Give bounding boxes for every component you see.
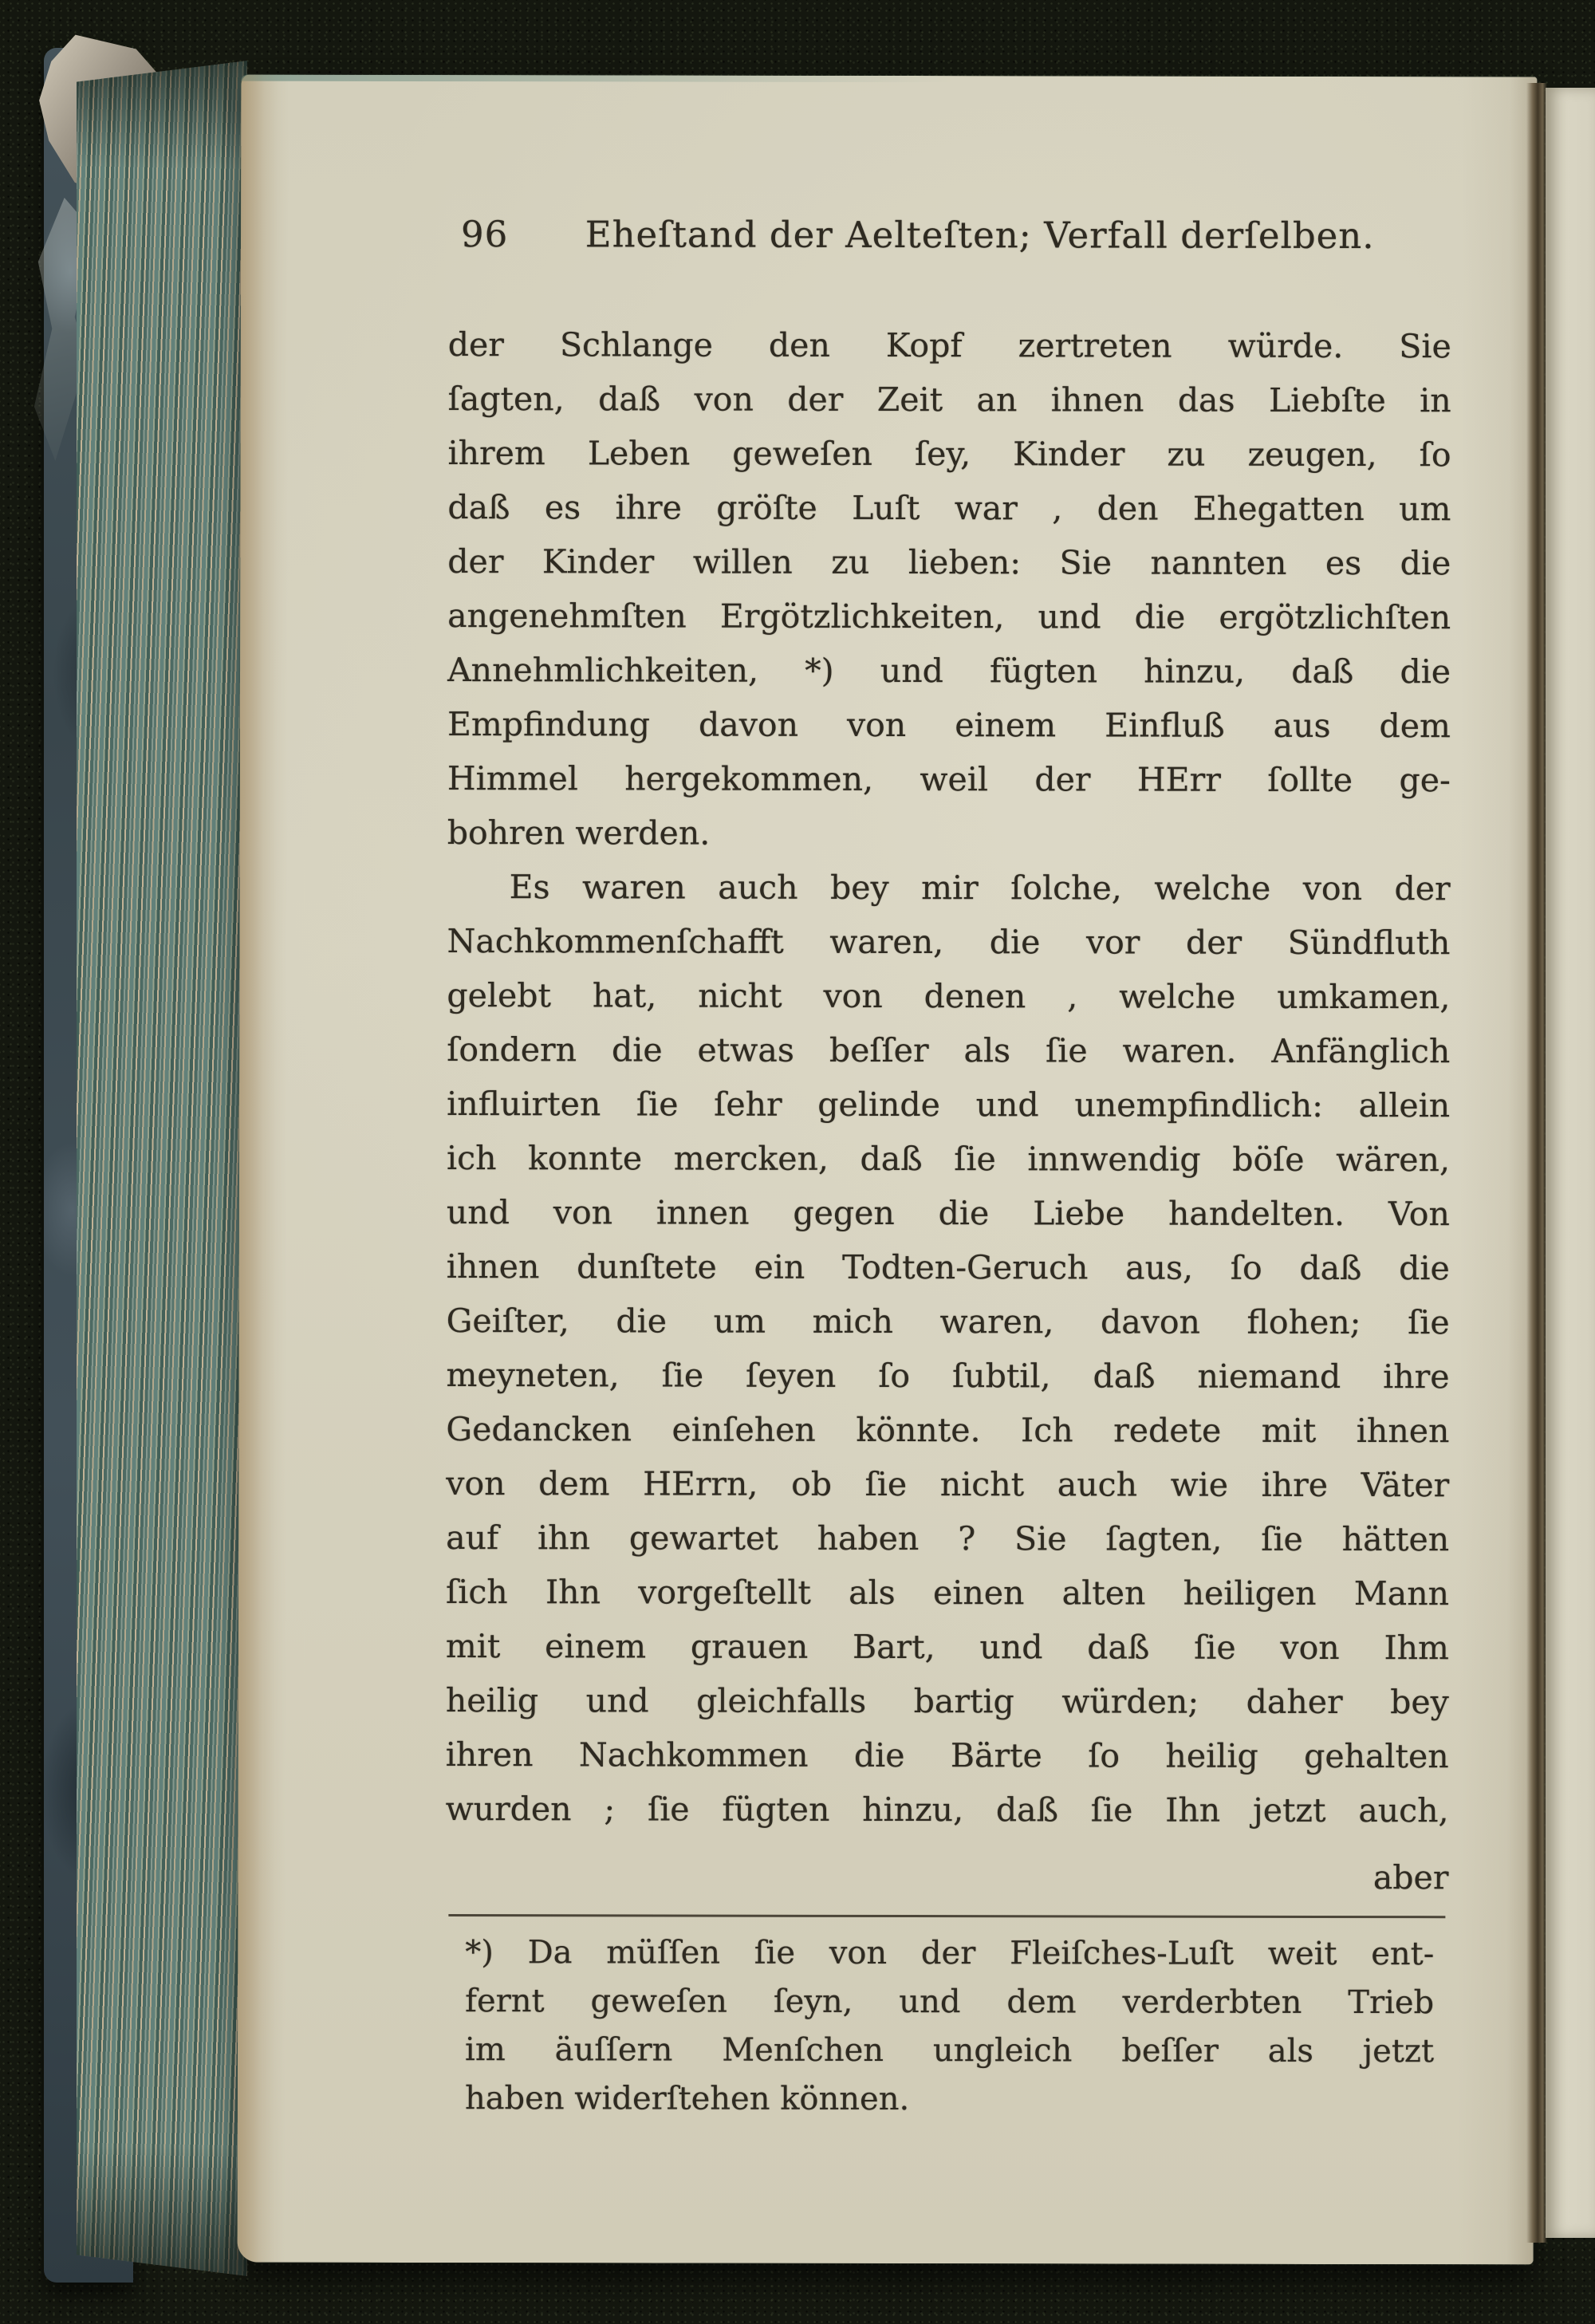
body-line: Es waren auch bey mir ſolche, welche von der	[509, 868, 1451, 908]
body-line: der Kinder willen zu lieben: Sie nannten es die	[447, 542, 1451, 583]
body-line: bohren werden.	[447, 813, 711, 853]
footnote-line: im äuſſern Menſchen ungleich beſſer als jetzt	[465, 2031, 1435, 2070]
gutter-crease	[1526, 83, 1547, 2243]
body-line: Empfindung davon von einem Einfluß aus dem	[447, 705, 1451, 746]
body-line: ich konnte mercken, daß ſie innwendig böſe wären,	[446, 1139, 1451, 1180]
body-line: meyneten, ſie ſeyen ſo ſubtil, daß niemand ihre	[446, 1356, 1450, 1396]
footnote-line: haben widerſtehen können.	[464, 2080, 910, 2118]
footnote-line: *) Da müſſen ſie von der Fleiſches-Luſt weit ent-	[465, 1934, 1435, 1973]
body-line: angenehmſten Ergötzlichkeiten, und die ergötzlichſten	[447, 597, 1451, 637]
running-header: Eheſtand der Aelteſten; Verfall derſelben.	[585, 213, 1375, 258]
footnote-line: fernt geweſen ſeyn, und dem verderbten Trieb	[465, 1983, 1435, 2022]
body-line: ihrem Leben geweſen ſey, Kinder zu zeugen, ſo	[447, 434, 1451, 475]
body-line: Annehmlichkeiten, *) und fügten hinzu, daß die	[447, 651, 1451, 691]
body-line: Geiſter, die um mich waren, davon flohen; ſie	[446, 1302, 1450, 1342]
body-line: ihren Nachkommen die Bärte ſo heilig gehalten	[445, 1735, 1449, 1776]
body-line: daß es ihre gröſte Luſt war , den Ehegatten um	[447, 488, 1451, 529]
body-line: und von innen gegen die Liebe handelten. Von	[446, 1193, 1450, 1234]
body-line: Gedancken einſehen könnte. Ich redete mit ihnen	[446, 1410, 1450, 1451]
facing-page-sliver	[1546, 88, 1595, 2238]
body-line: heilig und gleichfalls bartig würden; daher bey	[445, 1681, 1449, 1722]
body-line: gelebt hat, nicht von denen , welche umkamen,	[447, 976, 1451, 1017]
left-page-edge-stack	[77, 57, 247, 2279]
body-line: ſich Ihn vorgeſtellt als einen alten heiligen Mann	[446, 1573, 1450, 1613]
body-line: ſondern die etwas beſſer als ſie waren. Anfänglich	[447, 1030, 1451, 1071]
printed-text-block	[445, 213, 1451, 2125]
footnote-block	[465, 1928, 1434, 2125]
body-line: Nachkommenſchafft waren, die vor der Sündfluth	[447, 922, 1451, 963]
body-line: Himmel hergekommen, weil der HErr ſollte ge-	[447, 759, 1451, 800]
body-line: wurden ; ſie fügten hinzu, daß ſie Ihn jetzt auch,	[445, 1790, 1449, 1830]
body-line: auf ihn gewartet haben ? Sie ſagten, ſie hätten	[446, 1518, 1450, 1559]
body-line: ſagten, daß von der Zeit an ihnen das Liebſte in	[447, 380, 1451, 420]
body-line: ihnen dunſtete ein Todten-Geruch aus, ſo daß die	[446, 1247, 1450, 1288]
body-paragraphs	[446, 317, 1451, 1838]
body-line: der Schlange den Kopf zertreten würde. Sie	[447, 325, 1451, 366]
body-line: influirten ſie ſehr gelinde und unempfindlich: allein	[447, 1085, 1451, 1125]
book-page	[238, 75, 1538, 2265]
footnote-rule	[448, 1914, 1445, 1918]
body-line: von dem HErrn, ob ſie nicht auch wie ihre Väter	[446, 1464, 1450, 1505]
body-line: mit einem grauen Bart, und daß ſie von Ihm	[445, 1627, 1449, 1668]
running-header-row	[448, 213, 1451, 269]
page-number: 96	[461, 213, 509, 256]
catchword: aber	[1372, 1858, 1449, 1897]
